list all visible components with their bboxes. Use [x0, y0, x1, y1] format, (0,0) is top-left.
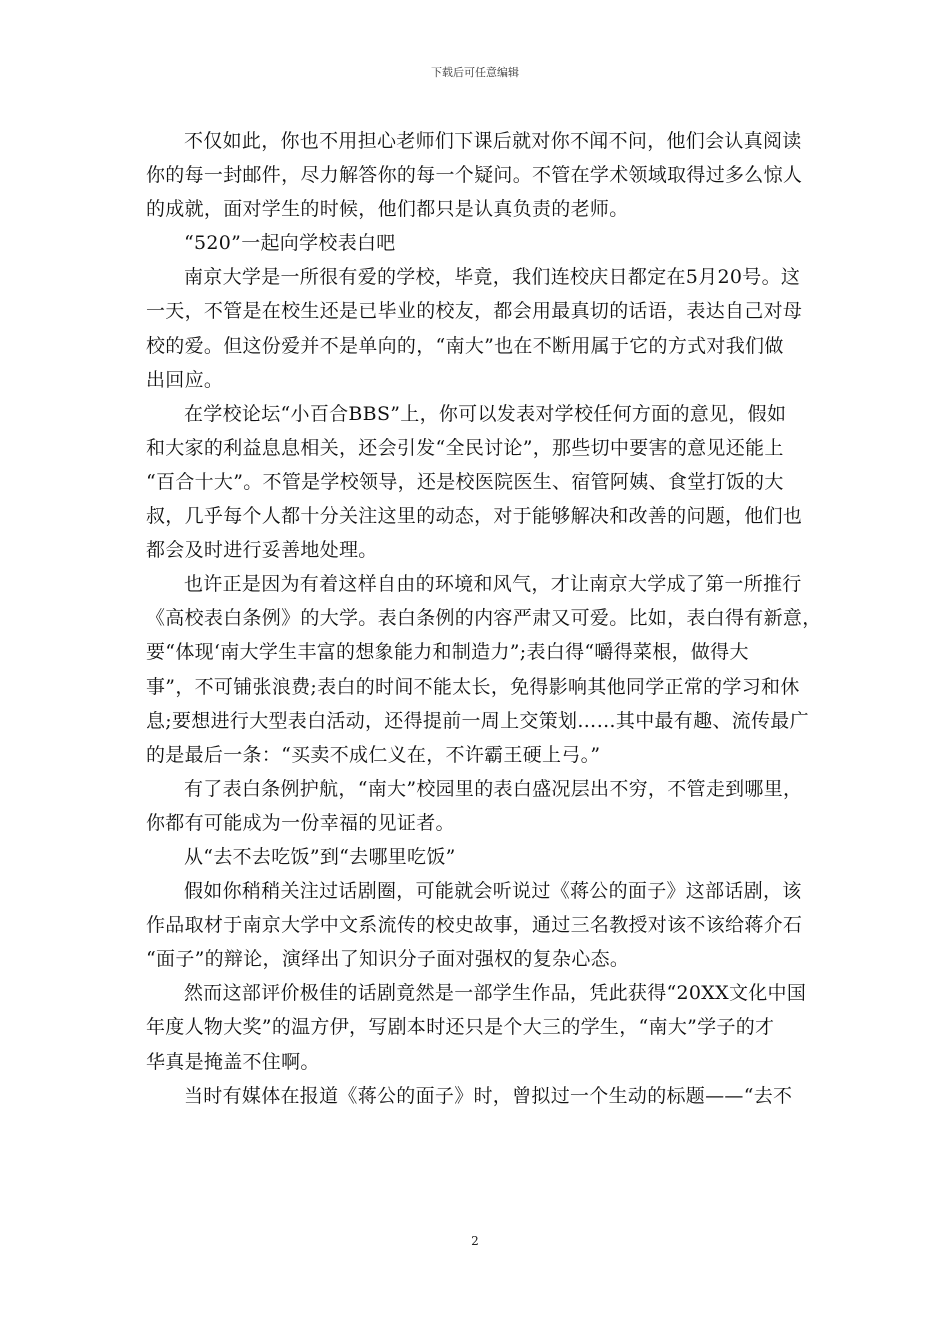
text-line: 作品取材于南京大学中文系流传的校史故事，通过三名教授对该不该给蒋介石: [146, 914, 803, 937]
text-line: 南京大学是一所很有爱的学校，毕竟，我们连校庆日都定在5月20号。这: [184, 266, 801, 289]
paragraph: [146, 874, 808, 976]
paragraph: [146, 260, 808, 396]
text-line: 你都有可能成为一份幸福的见证者。: [146, 811, 455, 834]
paragraph: [146, 397, 808, 567]
document-body: [146, 124, 822, 1113]
text-line: 然而这部评价极佳的话剧竟然是一部学生作品，凭此获得“20XX文化中国: [184, 982, 807, 1005]
page-number: 2: [471, 1234, 479, 1248]
text-line: 从“去不去吃饭”到“去哪里吃饭”: [184, 845, 456, 868]
text-line: 华真是掩盖不住啊。: [146, 1050, 320, 1073]
text-line: 当时有媒体在报道《蒋公的面子》时，曾拟过一个生动的标题——“去不: [184, 1084, 793, 1107]
paragraph: [146, 567, 822, 772]
paragraph: [146, 1079, 808, 1113]
text-line: 也许正是因为有着这样自由的环境和风气，才让南京大学成了第一所推行: [184, 573, 802, 596]
paragraph: [146, 124, 808, 226]
text-line: 你的每一封邮件，尽力解答你的每一个疑问。不管在学术领域取得过多么惊人: [146, 164, 803, 187]
text-line: “面子”的辩论，演绎出了知识分子面对强权的复杂心态。: [146, 948, 630, 971]
paragraph: [146, 976, 808, 1078]
text-line: 《高校表白条例》的大学。表白条例的内容严肃又可爱。比如，表白得有新意，: [146, 607, 822, 630]
text-line: 叔，几乎每个人都十分关注这里的动态，对于能够解决和改善的问题，他们也: [146, 505, 803, 528]
text-line: “百合十大”。不管是学校领导，还是校医院医生、宿管阿姨、食堂打饭的大: [146, 470, 784, 493]
section-heading: [146, 840, 808, 874]
text-line: 息;要想进行大型表白活动，还得提前一周上交策划……其中最有趣、流传最广: [146, 709, 809, 732]
text-line: 一天，不管是在校生还是已毕业的校友，都会用最真切的话语，表达自己对母: [146, 300, 803, 323]
text-line: 事”，不可铺张浪费;表白的时间不能太长，免得影响其他同学正常的学习和休: [146, 675, 800, 698]
text-line: 不仅如此，你也不用担心老师们下课后就对你不闻不问，他们会认真阅读: [184, 130, 802, 152]
text-line: 要“体现‘南大学生丰富的想象能力和制造力”;表白得“嚼得菜根，做得大: [146, 641, 749, 664]
section-heading: [146, 226, 808, 260]
text-line: 都会及时进行妥善地处理。: [146, 539, 378, 562]
text-line: 有了表白条例护航，“南大”校园里的表白盛况层出不穷，不管走到哪里，: [184, 777, 803, 800]
page-header: 下载后可任意编辑: [431, 66, 519, 79]
text-line: 年度人物大奖”的温方伊，写剧本时还只是个大三的学生，“南大”学子的才: [146, 1016, 775, 1039]
text-line: 假如你稍稍关注过话剧圈，可能就会听说过《蒋公的面子》这部话剧，该: [184, 880, 802, 903]
text-line: 的成就，面对学生的时候，他们都只是认真负责的老师。: [146, 198, 629, 221]
text-line: 的是最后一条：“买卖不成仁义在，不许霸王硬上弓。”: [146, 743, 601, 766]
paragraph: [146, 772, 808, 840]
text-line: 在学校论坛“小百合BBS”上，你可以发表对学校任何方面的意见，假如: [184, 402, 787, 425]
text-line: 校的爱。但这份爱并不是单向的，“南大”也在不断用属于它的方式对我们做: [146, 334, 784, 357]
text-line: 出回应。: [146, 368, 224, 391]
text-line: “520”一起向学校表白吧: [184, 232, 396, 255]
text-line: 和大家的利益息息相关，还会引发“全民讨论”，那些切中要害的意见还能上: [146, 436, 784, 459]
